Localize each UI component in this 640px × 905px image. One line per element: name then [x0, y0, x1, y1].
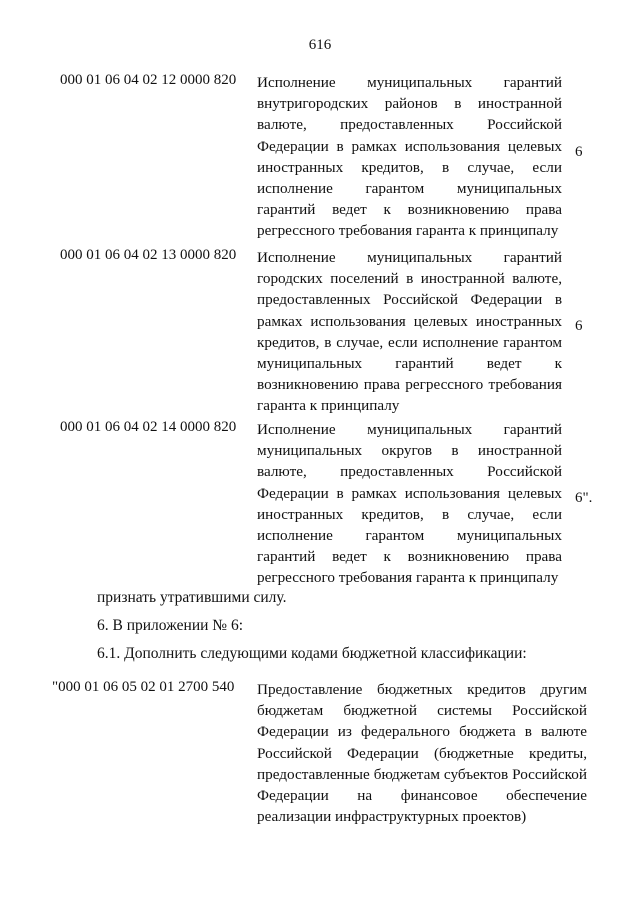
appendix-heading: 6. В приложении № 6:	[97, 617, 244, 634]
classification-value: 6	[575, 144, 583, 160]
classification-code: 000 01 06 04 02 13 0000 820	[60, 247, 237, 263]
supplement-heading: 6.1. Дополнить следующими кодами бюджетной классификации:	[97, 645, 527, 662]
classification-description: Исполнение муниципальных гарантий муниципальных округов в иностранной валюте, предоставленных Российской Федерации в рамках использования целевых иностранных кредитов, в случае, если исполнение гарантом муниципальных гарантий ведет к возникновению права регрессного требования гаранта к принципалу	[257, 421, 562, 587]
page-number: 616	[308, 37, 332, 53]
classification-code: 000 01 06 04 02 12 0000 820	[60, 72, 237, 88]
new-classification-code: "000 01 06 05 02 01 2700 540	[52, 679, 235, 695]
classification-value: 6".	[575, 490, 593, 506]
new-classification-description: Предоставление бюджетных кредитов другим бюджетам бюджетной системы Российской Федерации из федерального бюджета в валюте Российской Федерации (бюджетные кредиты, предоставленные бюджетам субъектов Российской Федерации на финансовое обеспечение реализации инфраструктурных проектов)	[257, 681, 587, 826]
classification-value: 6	[575, 318, 583, 334]
classification-description: Исполнение муниципальных гарантий городских поселений в иностранной валюте, предоставленных Российской Федерации в рамках использования целевых иностранных кредитов, в случае, если исполнение гарантом муниципальных гарантий ведет к возникновению права регрессного требования гаранта к принципалу	[257, 249, 562, 415]
classification-code: 000 01 06 04 02 14 0000 820	[60, 419, 237, 435]
repeal-text: признать утратившими силу.	[97, 589, 287, 606]
classification-description: Исполнение муниципальных гарантий внутригородских районов в иностранной валюте, предоставленных Российской Федерации в рамках использования целевых иностранных кредитов, в случае, если исполнение гарантом муниципальных гарантий ведет к возникновению права регрессного требования гаранта к принципалу	[257, 74, 562, 240]
